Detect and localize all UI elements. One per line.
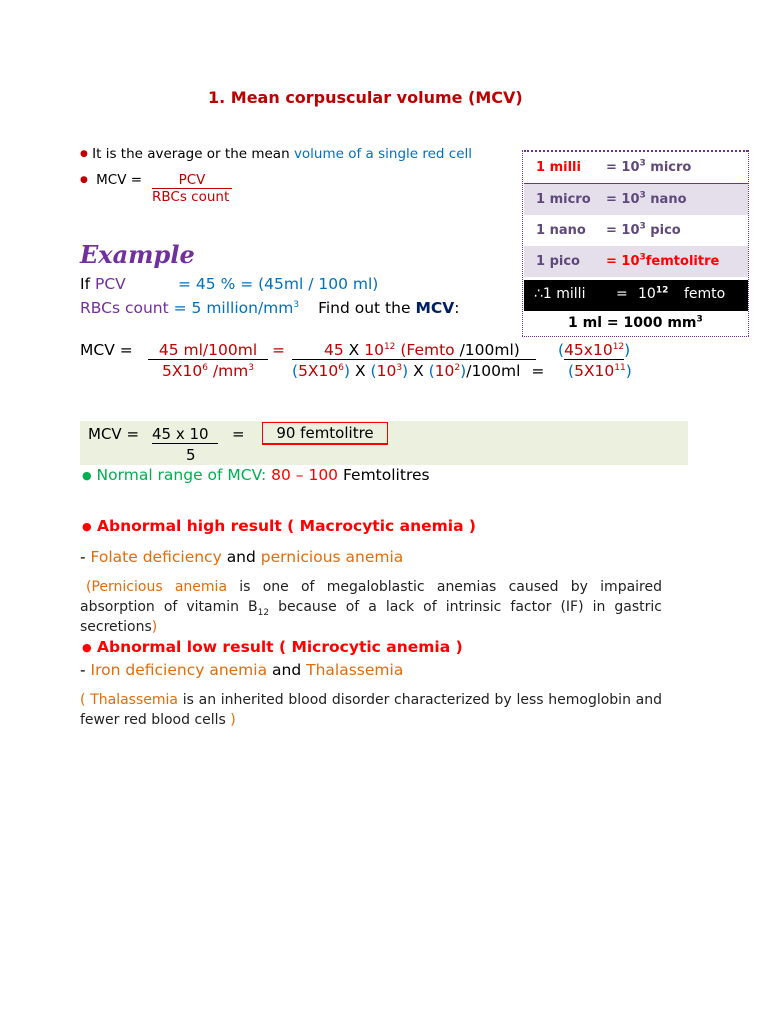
high-note: (Pernicious anemia is one of megaloblastic anemias caused by impaired absorption of vitamin $B_{12}$ because of a lack of intrinsic factor (IF) in gastric secretions) — [80, 579, 662, 635]
unit-eq: = — [616, 286, 628, 302]
rbc-label: RBCs count — [80, 299, 169, 317]
example-heading: Example — [80, 240, 195, 269]
calc-numerator-1: 45 ml/100ml — [148, 341, 268, 360]
normal-range-label: Normal range of MCV: — [96, 466, 267, 484]
bullet-icon: ● — [82, 469, 92, 482]
calc-numerator-2: 45 X $10^{12}$ (Femto /100ml) — [292, 341, 536, 360]
task-text: Find out the MCV: — [318, 299, 460, 317]
calc-numerator-3: $(45x10^{12})$ — [558, 341, 631, 359]
calc-denominator-2: $(5X10^6)$ X $(10^3)$ X $(10^2)/100ml$ = — [292, 362, 545, 380]
example-rbc-line — [80, 299, 459, 317]
result-value: 90 femtolitre — [262, 422, 388, 445]
definition-bullet-2 — [80, 172, 142, 188]
result-numerator: 45 x 10 — [152, 425, 218, 444]
high-result-heading: ● Abnormal high result ( Macrocytic anemia ) — [82, 517, 477, 535]
unit-to: = $10^3$ micro — [606, 158, 692, 175]
low-note: ( Thalassemia is an inherited blood disorder characterized by less hemoglobin and fewer red blood cells ) — [80, 692, 663, 728]
unit-from: 1 micro — [536, 192, 591, 207]
unit-from: 1 pico — [536, 254, 580, 269]
unit-to: $10^{12}$ — [638, 285, 669, 302]
unit-to: = $10^3$ pico — [606, 221, 681, 238]
high-causes: - Folate deficiency and pernicious anemia — [80, 548, 404, 566]
definition-text: It is the average or the mean — [92, 146, 290, 162]
unit-row-therefore — [524, 280, 748, 311]
unit-from: 1 milli — [536, 160, 581, 175]
unit-from: 1 nano — [536, 223, 586, 238]
low-causes: - Iron deficiency anemia and Thalassemia — [80, 661, 404, 679]
normal-range-value: 80 – 100 — [271, 466, 339, 484]
table-border — [522, 336, 749, 337]
result-lhs: MCV = — [88, 425, 140, 443]
page-title: 1. Mean corpuscular volume (MCV) — [208, 88, 523, 107]
formula-lhs: MCV = — [96, 172, 143, 188]
unit-to: = $10^3$ nano — [606, 190, 687, 207]
bullet-icon: ● — [80, 149, 88, 159]
calc-denominator-1: $5X10^6$ $/mm^3$ — [162, 362, 255, 380]
calc-eq-1: = — [272, 341, 285, 359]
unit-row — [524, 246, 748, 277]
pcv-label: PCV — [94, 275, 126, 293]
low-result-heading: ● Abnormal low result ( Microcytic anemia ) — [82, 638, 463, 656]
example-pcv-line: If PCV — [80, 275, 126, 293]
formula-numerator: PCV — [152, 172, 232, 189]
calc-denominator-3: $(5X10^{11})$ — [568, 362, 632, 380]
bullet-icon: ● — [82, 641, 92, 654]
definition-highlight: volume of a single red cell — [293, 146, 473, 162]
formula-denominator: RBCs count — [152, 189, 230, 205]
pcv-value: = 45 % = (45ml / 100 ml) — [178, 275, 379, 293]
unit-row — [524, 152, 748, 183]
unit-row — [524, 184, 748, 215]
unit-row-ml: 1 ml = 1000 $mm^3$ — [568, 314, 703, 331]
unit-from: ∴1 milli — [534, 286, 586, 302]
result-denominator: 5 — [186, 446, 196, 464]
bullet-icon: ● — [82, 520, 92, 533]
bullet-icon: ● — [80, 175, 88, 185]
table-border — [522, 150, 523, 336]
table-border — [748, 150, 749, 336]
unit-row — [524, 215, 748, 246]
unit-femto: femto — [684, 286, 726, 302]
rbc-value: = 5 million/$mm^3$ — [173, 299, 300, 317]
calc-lhs: MCV = — [80, 341, 133, 359]
unit-conversion-table — [524, 150, 748, 335]
result-eq: = — [232, 425, 245, 443]
definition-bullet-1 — [80, 146, 472, 162]
normal-range-unit: Femtolitres — [342, 466, 430, 484]
unit-to: = $10^3femtolitre$ — [606, 252, 720, 269]
normal-range-line — [82, 466, 430, 484]
